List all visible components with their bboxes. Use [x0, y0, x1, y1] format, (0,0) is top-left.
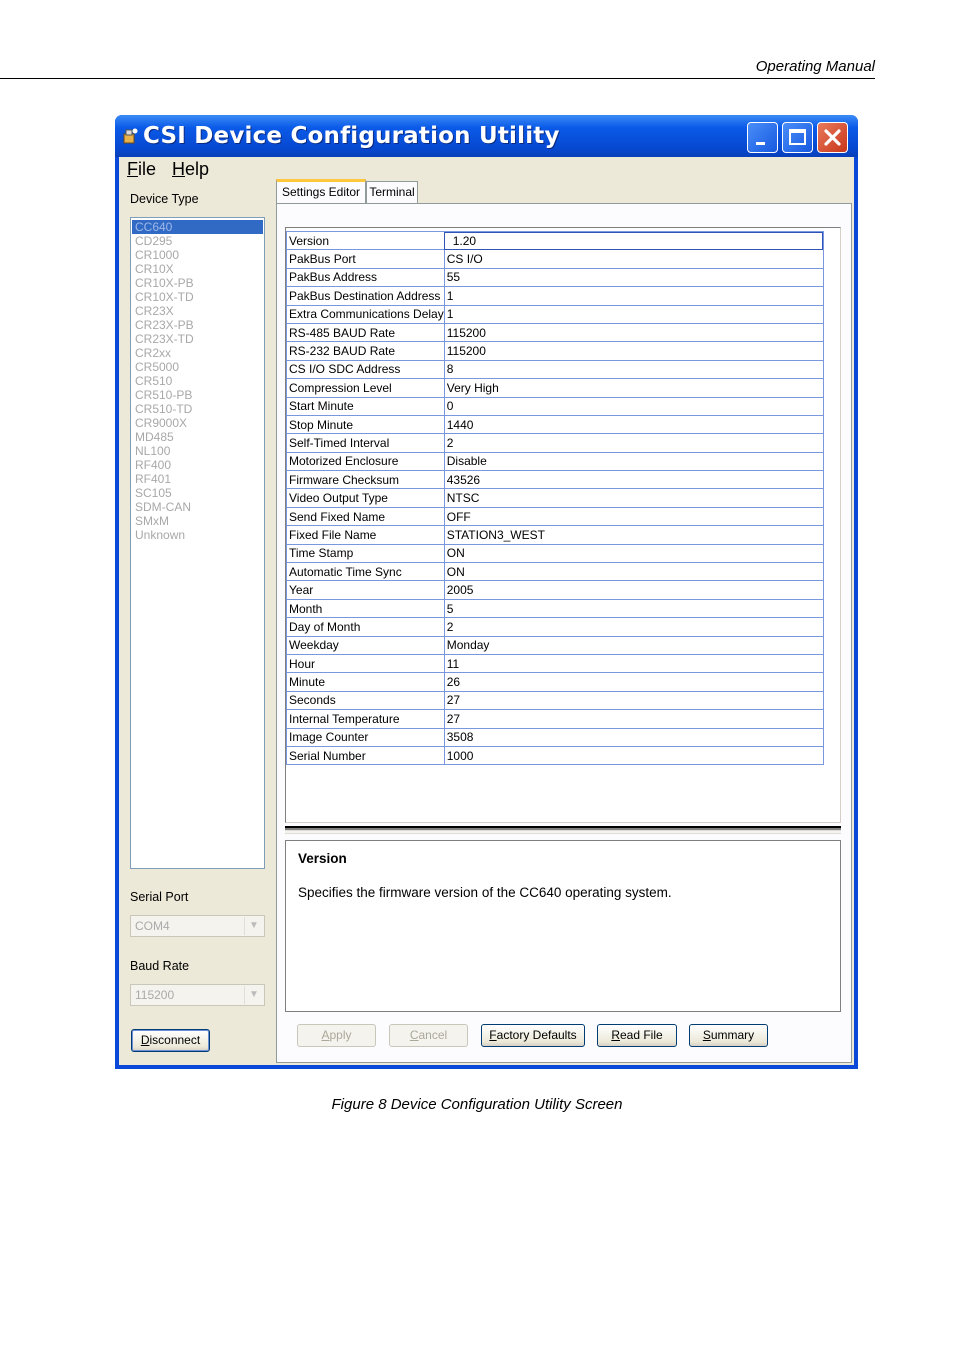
pane-splitter[interactable]: [285, 826, 841, 834]
setting-name: CS I/O SDC Address: [287, 360, 445, 378]
setting-name: Weekday: [287, 636, 445, 654]
device-list-item[interactable]: CR1000: [135, 248, 180, 262]
menu-bar: [119, 157, 854, 181]
device-list-item[interactable]: CR10X-PB: [135, 276, 194, 290]
settings-row[interactable]: [287, 434, 824, 452]
settings-row[interactable]: [287, 746, 824, 764]
menu-file-label: ile: [138, 159, 157, 179]
device-list-item[interactable]: NL100: [135, 444, 171, 458]
settings-row[interactable]: [287, 489, 824, 507]
device-list-item[interactable]: MD485: [135, 430, 174, 444]
setting-name: Firmware Checksum: [287, 471, 445, 489]
setting-value[interactable]: 1440: [444, 415, 823, 433]
window-title: CSI Device Configuration Utility: [143, 123, 560, 149]
setting-name: Start Minute: [287, 397, 445, 415]
setting-value[interactable]: 3508: [444, 728, 823, 746]
settings-row[interactable]: [287, 232, 824, 250]
description-text: Specifies the firmware version of the CC640 operating system.: [298, 885, 672, 900]
app-icon: [121, 127, 139, 145]
minimize-button[interactable]: [747, 122, 778, 153]
settings-row[interactable]: [287, 563, 824, 581]
device-list-item[interactable]: CR510-TD: [135, 402, 193, 416]
device-list-item[interactable]: CD295: [135, 234, 173, 248]
setting-name: Internal Temperature: [287, 710, 445, 728]
setting-value[interactable]: OFF: [444, 507, 823, 525]
settings-row[interactable]: [287, 544, 824, 562]
cancel-button-label: ancel: [418, 1028, 448, 1042]
device-list-item[interactable]: CR10X-TD: [135, 290, 194, 304]
read-file-button-label: ead File: [619, 1028, 663, 1042]
device-list-item[interactable]: CR5000: [135, 360, 180, 374]
close-button[interactable]: [817, 122, 848, 153]
device-list-item[interactable]: SC105: [135, 486, 172, 500]
setting-value[interactable]: 27: [444, 710, 823, 728]
device-list-item[interactable]: CR10X: [135, 262, 174, 276]
factory-defaults-button-label: actory Defaults: [496, 1028, 577, 1042]
setting-name: Compression Level: [287, 379, 445, 397]
setting-name: Serial Number: [287, 746, 445, 764]
setting-name: RS-485 BAUD Rate: [287, 323, 445, 341]
setting-value[interactable]: 2: [444, 618, 823, 636]
settings-row[interactable]: [287, 471, 824, 489]
setting-name: Seconds: [287, 691, 445, 709]
setting-name: PakBus Address: [287, 268, 445, 286]
setting-value[interactable]: 2: [444, 434, 823, 452]
title-bar[interactable]: [115, 115, 858, 157]
device-list-item[interactable]: Unknown: [135, 528, 186, 542]
description-panel: [285, 840, 841, 1012]
minimize-icon: [748, 123, 777, 152]
setting-name: Automatic Time Sync: [287, 563, 445, 581]
description-title: Version: [298, 851, 347, 866]
settings-row[interactable]: [287, 305, 824, 323]
settings-row[interactable]: [287, 452, 824, 470]
device-list-item[interactable]: CR23X: [135, 304, 174, 318]
setting-name: Month: [287, 599, 445, 617]
chevron-down-icon[interactable]: ▼: [244, 986, 263, 1004]
maximize-button[interactable]: [782, 122, 813, 153]
settings-row[interactable]: [287, 342, 824, 360]
setting-name: RS-232 BAUD Rate: [287, 342, 445, 360]
factory-defaults-button[interactable]: Factory Defaults: [481, 1024, 585, 1047]
setting-value[interactable]: 5: [444, 599, 823, 617]
baud-rate-label: Baud Rate: [130, 959, 190, 973]
device-type-list[interactable]: [130, 217, 265, 869]
close-icon: [818, 123, 847, 152]
disconnect-button[interactable]: Disconnect: [131, 1029, 210, 1052]
settings-row[interactable]: [287, 379, 824, 397]
setting-name: Time Stamp: [287, 544, 445, 562]
serial-port-select[interactable]: [130, 915, 265, 937]
setting-value[interactable]: ON: [444, 544, 823, 562]
device-list-item[interactable]: RF401: [135, 472, 172, 486]
menu-help[interactable]: Help: [172, 159, 210, 179]
setting-value[interactable]: 27: [444, 691, 823, 709]
settings-row[interactable]: [287, 728, 824, 746]
setting-value[interactable]: NTSC: [444, 489, 823, 507]
setting-name: Motorized Enclosure: [287, 452, 445, 470]
device-list-item[interactable]: CR2xx: [135, 346, 172, 360]
settings-row[interactable]: [287, 654, 824, 672]
device-list-item[interactable]: CR510-PB: [135, 388, 193, 402]
app-window: [115, 115, 858, 1069]
apply-button[interactable]: Apply: [297, 1024, 376, 1047]
setting-name: Stop Minute: [287, 415, 445, 433]
setting-name: Hour: [287, 654, 445, 672]
setting-value[interactable]: 11: [444, 654, 823, 672]
settings-row[interactable]: [287, 323, 824, 341]
setting-value[interactable]: STATION3_WEST: [444, 526, 823, 544]
setting-value[interactable]: 2005: [444, 581, 823, 599]
device-list-item[interactable]: SDM-CAN: [135, 500, 191, 514]
setting-value[interactable]: 8: [444, 360, 823, 378]
setting-value[interactable]: 0: [444, 397, 823, 415]
settings-row[interactable]: [287, 397, 824, 415]
serial-port-label: Serial Port: [130, 890, 189, 904]
setting-name: Image Counter: [287, 728, 445, 746]
settings-row[interactable]: [287, 507, 824, 525]
setting-value[interactable]: CS I/O: [444, 250, 823, 268]
settings-row[interactable]: [287, 581, 824, 599]
setting-value[interactable]: Disable: [444, 452, 823, 470]
serial-port-value: COM4: [135, 919, 170, 933]
setting-name: Fixed File Name: [287, 526, 445, 544]
settings-row[interactable]: [287, 287, 824, 305]
tab-settings-editor[interactable]: Settings Editor: [276, 179, 366, 203]
settings-row[interactable]: [287, 415, 824, 433]
setting-value[interactable]: 1.20: [444, 232, 823, 250]
setting-value[interactable]: 1000: [444, 746, 823, 764]
setting-name: Year: [287, 581, 445, 599]
settings-row[interactable]: [287, 526, 824, 544]
setting-value[interactable]: 1: [444, 305, 823, 323]
settings-row[interactable]: [287, 250, 824, 268]
cancel-button[interactable]: Cancel: [389, 1024, 468, 1047]
settings-row[interactable]: [287, 599, 824, 617]
device-type-label: Device Type: [130, 192, 199, 206]
setting-value[interactable]: ON: [444, 563, 823, 581]
window-client-area: [119, 157, 854, 1065]
device-list-item[interactable]: SMxM: [135, 514, 169, 528]
device-list-item[interactable]: RF400: [135, 458, 172, 472]
settings-row[interactable]: [287, 673, 824, 691]
disconnect-button-label: isconnect: [149, 1033, 201, 1047]
settings-row[interactable]: [287, 691, 824, 709]
setting-name: Self-Timed Interval: [287, 434, 445, 452]
settings-row[interactable]: [287, 710, 824, 728]
device-list-item[interactable]: CR9000X: [135, 416, 188, 430]
device-list-item[interactable]: CR23X-PB: [135, 318, 194, 332]
menu-file[interactable]: File: [127, 159, 157, 179]
settings-grid: [286, 231, 824, 765]
summary-button[interactable]: Summary: [689, 1024, 768, 1047]
setting-value[interactable]: 55: [444, 268, 823, 286]
settings-row[interactable]: [287, 636, 824, 654]
device-list-item[interactable]: CR23X-TD: [135, 332, 194, 346]
baud-rate-value: 115200: [135, 988, 175, 1002]
setting-name: Send Fixed Name: [287, 507, 445, 525]
setting-value[interactable]: 115200: [444, 323, 823, 341]
device-list-item[interactable]: CR510: [135, 374, 173, 388]
chevron-down-icon[interactable]: ▼: [244, 917, 263, 935]
settings-row[interactable]: [287, 268, 824, 286]
setting-name: Version: [287, 232, 445, 250]
setting-value[interactable]: 43526: [444, 471, 823, 489]
figure-caption: Figure 8 Device Configuration Utility Screen: [331, 1096, 623, 1113]
setting-value[interactable]: 26: [444, 673, 823, 691]
setting-name: PakBus Destination Address: [287, 287, 445, 305]
tab-terminal[interactable]: Terminal: [366, 181, 418, 203]
document-header: [0, 56, 875, 79]
setting-value[interactable]: Monday: [444, 636, 823, 654]
read-file-button[interactable]: Read File: [597, 1024, 677, 1047]
setting-value[interactable]: 1: [444, 287, 823, 305]
setting-value[interactable]: 115200: [444, 342, 823, 360]
setting-value[interactable]: Very High: [444, 379, 823, 397]
document-header-title: Operating Manual: [755, 58, 875, 75]
settings-row[interactable]: [287, 618, 824, 636]
device-list-item[interactable]: CC640: [132, 220, 263, 234]
summary-button-label: ummary: [710, 1028, 755, 1042]
menu-help-label: elp: [185, 159, 210, 179]
setting-name: Minute: [287, 673, 445, 691]
setting-name: Video Output Type: [287, 489, 445, 507]
setting-name: Day of Month: [287, 618, 445, 636]
apply-button-label: pply: [329, 1028, 352, 1042]
setting-name: PakBus Port: [287, 250, 445, 268]
settings-row[interactable]: [287, 360, 824, 378]
setting-name: Extra Communications Delay: [287, 305, 445, 323]
baud-rate-select[interactable]: [130, 984, 265, 1006]
maximize-icon: [783, 123, 812, 152]
